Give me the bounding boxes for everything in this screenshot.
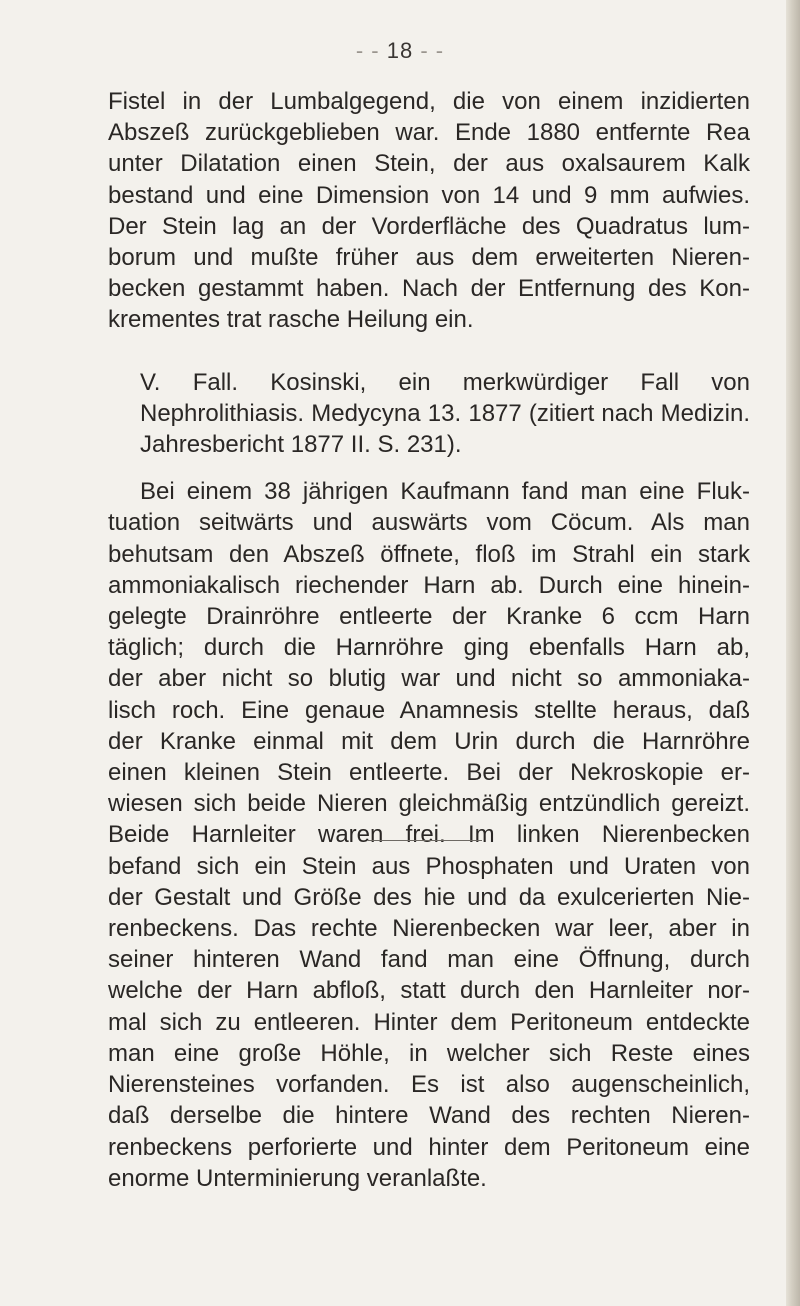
text-line: becken gestammt haben. Nach der Entfernung des Kon-: [108, 275, 750, 303]
text-line: krementes trat rasche Heilung ein.: [108, 306, 474, 334]
text-line: gelegte Drainröhre entleerte der Kranke 6 ccm Harn: [108, 603, 750, 631]
text-line: der aber nicht so blutig war und nicht so ammoniaka-: [108, 665, 750, 693]
text-line: Fistel in der Lumbalgegend, die von einem inzidierten: [108, 88, 750, 115]
text-line: Abszeß zurückgeblieben war. Ende 1880 entfernte Rea: [108, 119, 750, 147]
paragraph-2-case-heading: [108, 367, 750, 461]
header-dash-right: - -: [413, 38, 445, 63]
text-line: Nephrolithiasis. Medycyna 13. 1877 (zitiert nach Medizin.: [140, 399, 750, 427]
text-line: der Kranke einmal mit dem Urin durch die Harnröhre: [108, 727, 750, 755]
text-line: unter Dilatation einen Stein, der aus oxalsaurem Kalk: [108, 150, 750, 178]
text-line: mal sich zu entleeren. Hinter dem Peritoneum entdeckte: [108, 1008, 750, 1036]
text-line: daß derselbe die hintere Wand des rechten Nieren-: [108, 1102, 750, 1130]
text-line: tuation seitwärts und auswärts vom Cöcum. Als man: [108, 509, 750, 537]
text-line: befand sich ein Stein aus Phosphaten und Uraten von: [108, 852, 750, 880]
text-line: Nierensteines vorfanden. Es ist also augenscheinlich,: [108, 1071, 750, 1099]
text-line: borum und mußte früher aus dem erweiterten Nieren-: [108, 244, 750, 272]
text-line: man eine große Höhle, in welcher sich Reste eines: [108, 1039, 750, 1067]
paragraph-3: [108, 476, 750, 1194]
text-line: bestand und eine Dimension von 14 und 9 mm aufwies.: [108, 181, 750, 209]
text-line: lisch roch. Eine genaue Anamnesis stellte heraus, daß: [108, 696, 750, 724]
text-line: einen kleinen Stein entleerte. Bei der Nekroskopie er-: [108, 759, 750, 787]
section-end-rule: [368, 840, 482, 841]
text-line: der Gestalt und Größe des hie und da exulcerierten Nie-: [108, 883, 750, 911]
text-line: seiner hinteren Wand fand man eine Öffnung, durch: [108, 946, 750, 974]
text-line: V. Fall. Kosinski, ein merkwürdiger Fall von: [140, 368, 750, 396]
header-dash-left: - -: [355, 38, 387, 63]
paragraph-spacer: [108, 460, 750, 476]
text-line: ammoniakalisch riechender Harn ab. Durch eine hinein-: [108, 571, 750, 599]
text-line: täglich; durch die Harnröhre ging ebenfalls Harn ab,: [108, 634, 750, 662]
paragraph-1: [108, 86, 750, 336]
text-line: Bei einem 38 jährigen Kaufmann fand man eine Fluk-: [140, 478, 750, 506]
text-line: Beide Harnleiter waren frei. Im linken Nierenbecken: [108, 821, 750, 849]
page-body: [108, 86, 750, 1194]
paragraph-spacer: [108, 336, 750, 367]
text-line: wiesen sich beide Nieren gleichmäßig entzündlich gereizt.: [108, 790, 750, 818]
page-edge-shadow: [786, 0, 800, 1306]
page-number: 18: [386, 38, 414, 63]
page-header: [0, 38, 800, 64]
text-line: Der Stein lag an der Vorderfläche des Quadratus lum-: [108, 212, 750, 240]
text-line: welche der Harn abfloß, statt durch den Harnleiter nor-: [108, 977, 750, 1005]
text-line: Jahresbericht 1877 II. S. 231).: [140, 431, 462, 459]
text-line: renbeckens perforierte und hinter dem Peritoneum eine: [108, 1133, 750, 1161]
text-line: enorme Unterminierung veranlaßte.: [108, 1164, 487, 1192]
text-line: behutsam den Abszeß öffnete, floß im Strahl ein stark: [108, 540, 750, 568]
text-line: renbeckens. Das rechte Nierenbecken war leer, aber in: [108, 915, 750, 943]
